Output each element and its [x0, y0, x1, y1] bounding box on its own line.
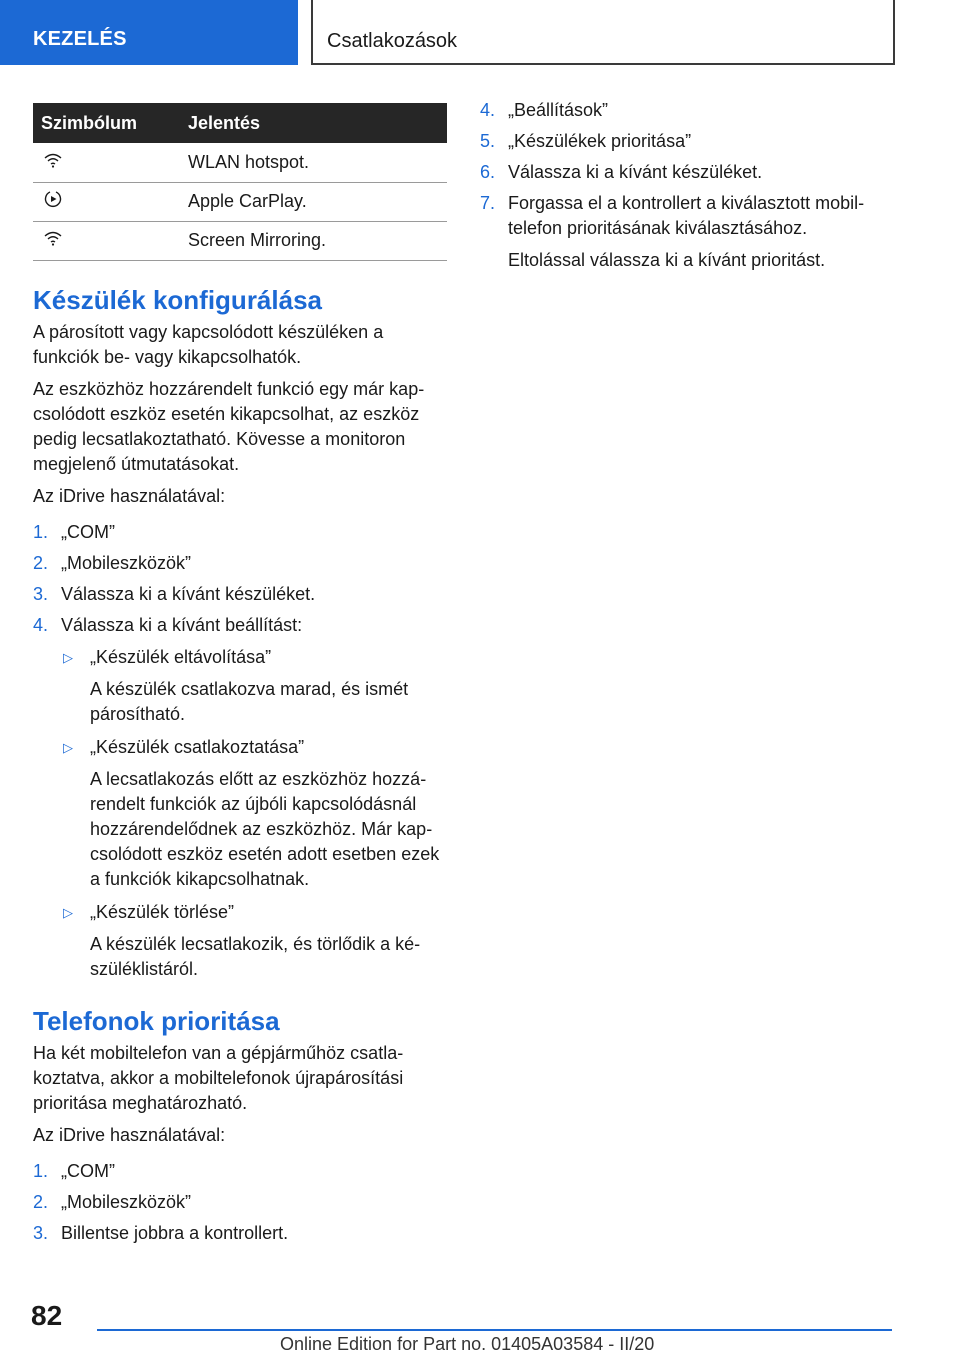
meaning-cell: Apple CarPlay.: [188, 182, 447, 221]
footer-edition: Online Edition for Part no. 01405A03584 - II/20: [280, 1334, 655, 1354]
list-item: 2. „Mobileszközök”: [33, 1190, 447, 1215]
list-item: 3. Válassza ki a kívánt készüléket.: [33, 582, 447, 607]
table-row: [33, 182, 447, 221]
option-item: ▷ „Készülék törlése” A készülék lecsatlakozik, és törlődik a készüléklistáról.: [61, 900, 447, 982]
table-row: [33, 221, 447, 260]
step-number: 6.: [480, 162, 496, 182]
phone-priority-steps-right: [480, 98, 900, 273]
wifi-icon: [43, 230, 63, 246]
section-title-device-config: Készülék konfigurálása: [33, 284, 322, 315]
step-number: 2.: [33, 1191, 49, 1212]
list-item: 3. Billentse jobbra a kontrollert.: [33, 1221, 447, 1246]
col-header-symbol: Szimbólum: [33, 103, 188, 143]
option-description: A lecsatlakozás előtt az eszközhöz hozzárendelt funkciók az újbóli kapcsolódásnál hozzárendelődnek az eszközhöz. Már kapcsolódott eszköz esetén adott esetben ezek a funkciók kikapcsolhatnak.: [90, 768, 440, 889]
paragraph: A párosított vagy kapcsolódott készüléken a funkciók be- vagy kikapcsolhatók.: [33, 321, 384, 367]
step-number: 7.: [480, 193, 496, 213]
left-column: [33, 103, 447, 1252]
list-item: 1. „COM”: [33, 520, 447, 545]
list-item: 5. „Készülékek prioritása”: [480, 129, 900, 154]
option-item: ▷ „Készülék eltávolítása” A készülék csatlakozva marad, és ismét párosítható.: [61, 645, 447, 727]
list-item: 2. „Mobileszközök”: [33, 551, 447, 576]
paragraph: Ha két mobiltelefon van a gépjárműhöz csatlakoztatva, akkor a mobiltelefonok újrapárosítási prioritása meghatározható.: [33, 1042, 404, 1113]
step-number: 3.: [33, 583, 49, 604]
option-list: [61, 645, 447, 982]
list-item: 4. Válassza ki a kívánt beállítást: ▷ „Készülék eltávolítása” A készülék csatlakozva marad, és ismét párosítható. ▷ „Készülék csatlakoztatása” A lecsatlakozás előtt az eszközhöz hozzárendelt funkciók az újbóli kapcsolódásnál hozzárendelődnek az eszközhöz. Már kapcsolódott eszköz esetén adott esetben ezek a funkciók kikapcsolhatnak. ▷ „Készülék törlése” A készülék lecsatlakozik, és törlődik a készüléklistáról.: [33, 613, 447, 982]
phone-priority-steps-left: [33, 1159, 447, 1246]
symbols-table: [33, 103, 447, 261]
header-chapter-label: Csatlakozások: [327, 30, 458, 52]
triangle-bullet-icon: ▷: [63, 739, 73, 755]
wifi-icon: [43, 152, 63, 168]
page-number: 82: [31, 1300, 63, 1331]
triangle-bullet-icon: ▷: [63, 649, 73, 665]
list-item: 6. Válassza ki a kívánt készüléket.: [480, 160, 900, 185]
header-chapter-tab: [311, 0, 895, 65]
header-section-tab: [0, 0, 298, 65]
carplay-icon: [43, 190, 63, 208]
paragraph: Az iDrive használatával:: [33, 1124, 226, 1145]
table-header-row: [33, 103, 447, 143]
device-config-steps: [33, 520, 447, 982]
meaning-cell: Screen Mirroring.: [188, 221, 447, 260]
right-column: [480, 98, 900, 279]
col-header-meaning: Jelentés: [188, 103, 447, 143]
list-item: 1. „COM”: [33, 1159, 447, 1184]
step-number: 5.: [480, 131, 496, 151]
option-description: A készülék csatlakozva marad, és ismét párosítható.: [90, 678, 409, 724]
step-number: 2.: [33, 552, 49, 573]
step-number: 3.: [33, 1222, 49, 1243]
meaning-cell: WLAN hotspot.: [188, 143, 447, 182]
triangle-bullet-icon: ▷: [63, 904, 73, 920]
step-number: 4.: [480, 100, 496, 120]
paragraph: Az iDrive használatával:: [33, 485, 226, 506]
step-number: 1.: [33, 521, 49, 542]
option-item: ▷ „Készülék csatlakoztatása” A lecsatlakozás előtt az eszközhöz hozzárendelt funkciók az újbóli kapcsolódásnál hozzárendelődnek az eszközhöz. Már kapcsolódott eszköz esetén adott esetben ezek a funkciók kikapcsolhatnak.: [61, 735, 447, 892]
list-item: 7. Forgassa el a kontrollert a kiválasztott mobiltelefon prioritásának kiválasztásához. Eltolással válassza ki a kívánt prioritást.: [480, 191, 900, 273]
section-title-phone-priority: Telefonok prioritása: [33, 1005, 280, 1036]
step-note: Eltolással válassza ki a kívánt prioritást.: [508, 250, 826, 270]
option-description: A készülék lecsatlakozik, és törlődik a készüléklistáról.: [90, 933, 421, 979]
list-item: 4. „Beállítások”: [480, 98, 900, 123]
header-section-label: KEZELÉS: [33, 28, 127, 50]
footer-divider: [97, 1329, 892, 1331]
step-number: 4.: [33, 614, 49, 635]
table-row: [33, 143, 447, 182]
paragraph: Az eszközhöz hozzárendelt funkció egy már kapcsolódott eszköz esetén kikapcsolhat, az eszköz pedig lecsatlakoztatható. Kövesse a monitoron megjelenő útmutatásokat.: [33, 378, 425, 474]
step-number: 1.: [33, 1160, 49, 1181]
